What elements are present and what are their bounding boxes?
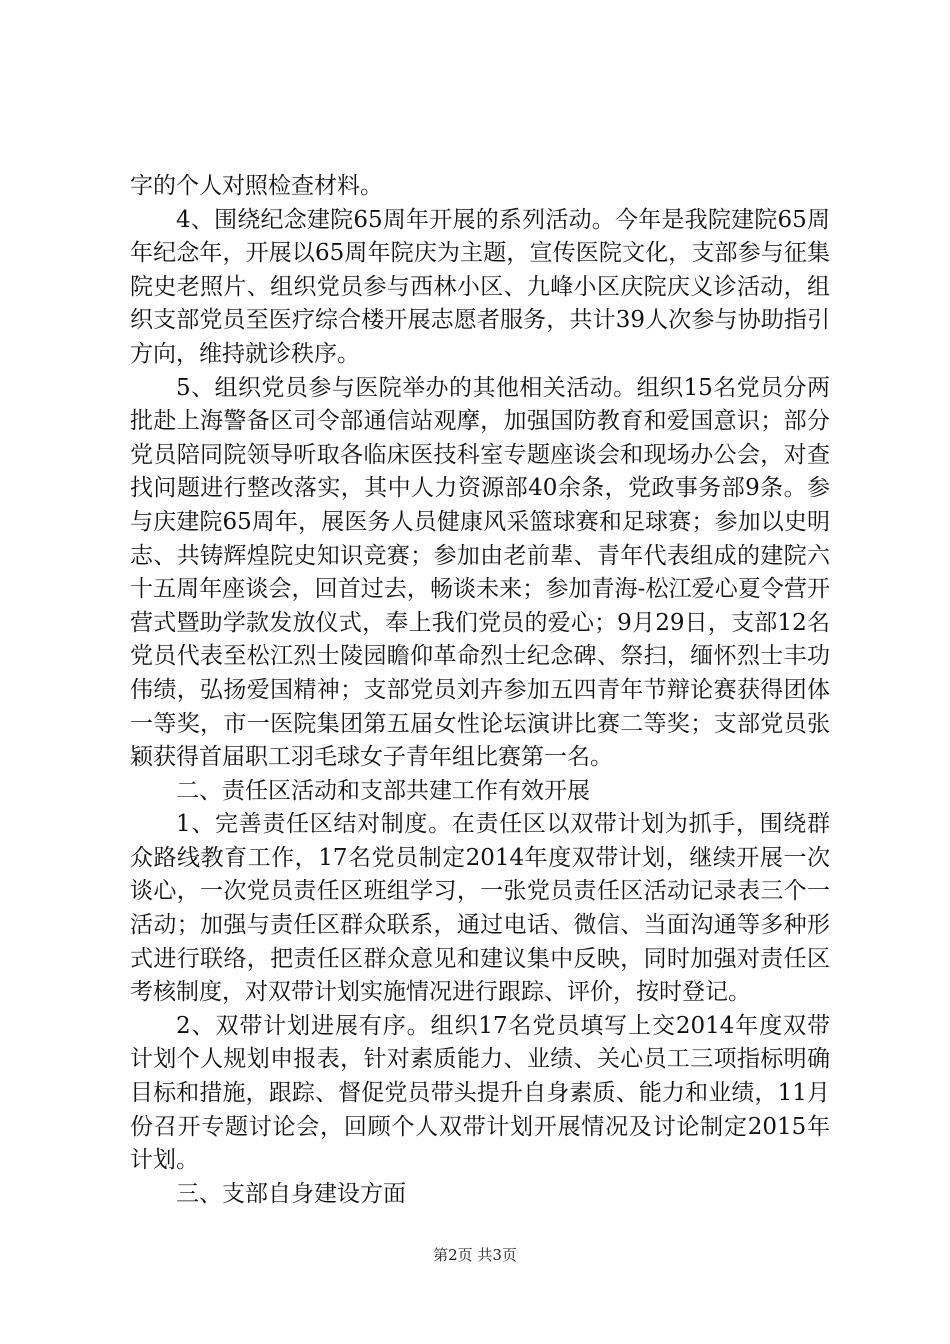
paragraph-continuation: 字的个人对照检查材料。 xyxy=(130,173,383,199)
document-body xyxy=(130,170,830,1211)
paragraph-item-4: 4、围绕纪念建院65周年开展的系列活动。今年是我院建院65周年纪念年，开展以65周年院庆为主题，宣传医院文化，支部参与征集院史老照片、组织党员参与西林小区、九峰小区庆院庆义诊活动，组织支部党员至医疗综合楼开展志愿者服务，共计39人次参与协助指引方向，维持就诊秩序。 xyxy=(130,206,830,367)
paragraph-item-5: 5、组织党员参与医院举办的其他相关活动。组织15名党员分两批赴上海警备区司令部通信站观摩，加强国防教育和爱国意识；部分党员陪同院领导听取各临床医技科室专题座谈会和现场办公会，对查找问题进行整改落实，其中人力资源部40余条，党政事务部9条。参与庆建院65周年，展医务人员健康风采篮球赛和足球赛；参加以史明志、共铸辉煌院史知识竞赛；参加由老前辈、青年代表组成的建院六十五周年座谈会，回首过去，畅谈未来；参加青海-松江爱心夏令营开营式暨助学款发放仪式，奉上我们党员的爱心；9月29日，支部12名党员代表至松江烈士陵园瞻仰革命烈士纪念碑、祭扫，缅怀烈士丰功伟绩，弘扬爱国精神；支部党员刘卉参加五四青年节辩论赛获得团体一等奖，市一医院集团第五届女性论坛演讲比赛二等奖；支部党员张颖获得首届职工羽毛球女子青年组比赛第一名。 xyxy=(130,374,830,771)
page-number-footer: 第2页 共3页 xyxy=(433,1246,517,1264)
paragraph-item-1: 1、完善责任区结对制度。在责任区以双带计划为抓手，围绕群众路线教育工作，17名党员制定2014年度双带计划，继续开展一次谈心，一次党员责任区班组学习，一张党员责任区活动记录表三个一活动；加强与责任区群众联系，通过电话、微信、当面沟通等多种形式进行联络，把责任区群众意见和建议集中反映，同时加强对责任区考核制度，对双带计划实施情况进行跟踪、评价，按时登记。 xyxy=(130,811,830,1006)
section-heading-2: 二、责任区活动和支部共建工作有效开展 xyxy=(176,777,590,804)
section-heading-3: 三、支部自身建设方面 xyxy=(176,1180,406,1207)
paragraph-item-2: 2、双带计划进展有序。组织17名党员填写上交2014年度双带计划个人规划申报表，针对素质能力、业绩、关心员工三项指标明确目标和措施，跟踪、督促党员带头提升自身素质、能力和业绩，11月份召开专题讨论会，回顾个人双带计划开展情况及讨论制定2015年计划。 xyxy=(130,1012,830,1174)
